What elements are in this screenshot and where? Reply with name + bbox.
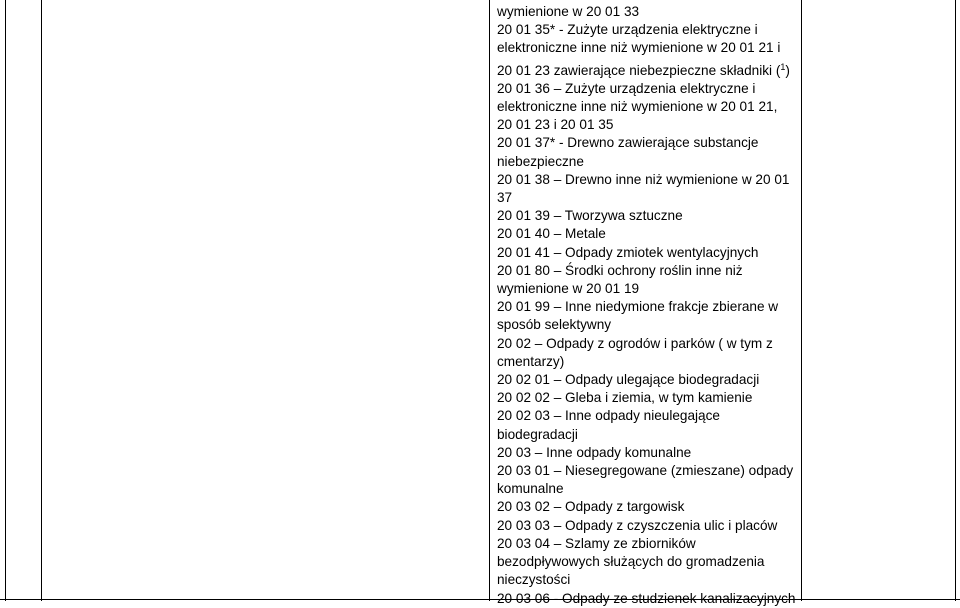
text-line: 20 03 06 - Odpady ze studzienek kanalizacyjnych	[497, 590, 796, 606]
text-line: 20 03 04 – Szlamy ze zbiorników	[497, 535, 696, 551]
text-line: 20 01 40 – Metale	[497, 226, 606, 242]
text-line: 20 01 35* - Zużyte urządzenia elektryczne i	[497, 22, 758, 38]
text-line	[497, 58, 797, 80]
footnote-reference: 1	[780, 61, 786, 72]
text-line: 20 01 80 – Środki ochrony roślin inne niż	[497, 262, 743, 278]
column-divider	[801, 0, 802, 601]
column-divider	[41, 0, 42, 601]
text-line: cmentarzy)	[497, 353, 565, 369]
text-line: wymienione w 20 01 19	[497, 281, 640, 297]
text-line: elektroniczne inne niż wymienione w 20 01 21 i	[497, 40, 781, 56]
text-line: 20 03 02 – Odpady z targowisk	[497, 499, 685, 515]
text-line: 20 02 – Odpady z ogrodów i parków ( w tym z	[497, 335, 773, 351]
text-line: 20 02 03 – Inne odpady nieulegające	[497, 408, 720, 424]
text-line: 20 01 41 – Odpady zmiotek wentylacyjnych	[497, 244, 759, 260]
text-line: sposób selektywny	[497, 317, 612, 333]
text-line: 37	[497, 190, 513, 206]
text-line: nieczystości	[497, 572, 571, 588]
table-border-bottom	[0, 599, 960, 600]
text-line: 20 03 – Inne odpady komunalne	[497, 444, 692, 460]
text-line: 20 01 38 – Drewno inne niż wymienione w 20 01	[497, 171, 790, 187]
text-line: 20 01 39 – Tworzywa sztuczne	[497, 208, 683, 224]
text-line: 20 03 03 – Odpady z czyszczenia ulic i placów	[497, 517, 778, 533]
text-line: niebezpieczne	[497, 153, 584, 169]
text-line: 20 01 23 i 20 01 35	[497, 117, 614, 133]
text-line: 20 02 01 – Odpady ulegające biodegradacji	[497, 372, 760, 388]
text-line: komunalne	[497, 481, 564, 497]
text-line: wymienione w 20 01 33	[497, 4, 640, 19]
waste-codes-cell	[497, 3, 797, 608]
column-divider	[489, 0, 490, 601]
text-line: biodegradacji	[497, 426, 578, 442]
text-line: elektroniczne inne niż wymienione w 20 01 21,	[497, 99, 778, 115]
text-line: 20 03 01 – Niesegregowane (zmieszane) odpady	[497, 463, 794, 479]
table-border-left	[5, 0, 6, 601]
text-segment: 20 01 23 zawierające niebezpieczne składniki (	[497, 62, 781, 78]
text-line: 20 02 02 – Gleba i ziemia, w tym kamienie	[497, 390, 753, 406]
text-segment: )	[785, 62, 790, 78]
text-line: bezodpływowych służących do gromadzenia	[497, 554, 765, 570]
text-line: 20 01 36 – Zużyte urządzenia elektryczne i	[497, 80, 756, 96]
table-border-right	[955, 0, 956, 601]
text-line: 20 01 99 – Inne niedymione frakcje zbierane w	[497, 299, 779, 315]
text-line: 20 01 37* - Drewno zawierające substancje	[497, 135, 759, 151]
